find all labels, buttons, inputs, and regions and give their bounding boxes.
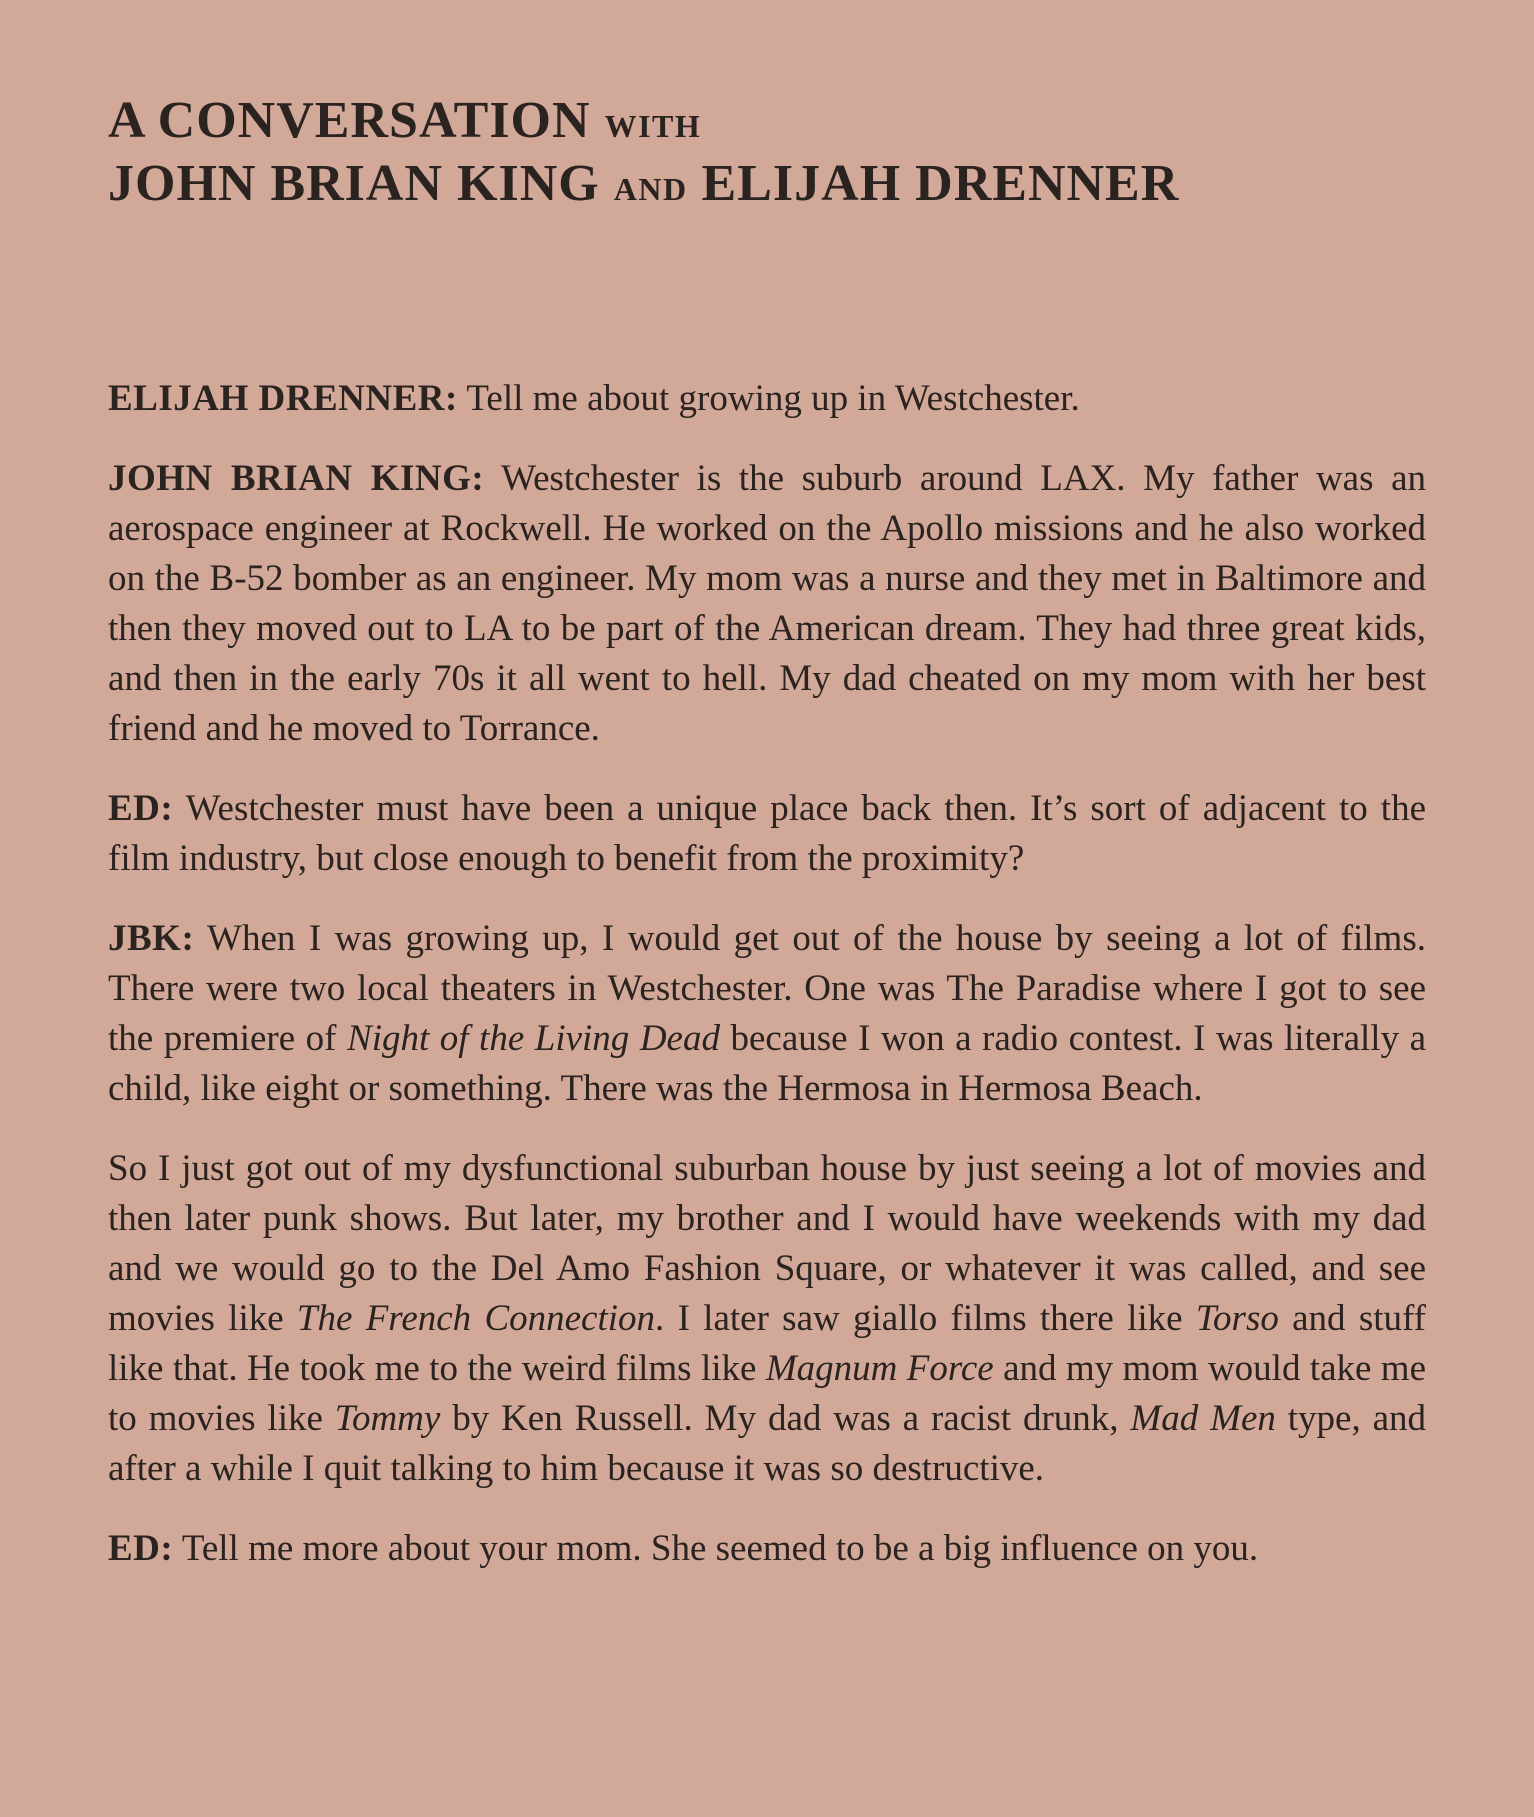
title-name-john: JOHN BRIAN KING: [108, 155, 600, 212]
film-title: Tommy: [334, 1398, 441, 1439]
speaker-label: ED:: [108, 788, 174, 829]
film-title: Night of the Living Dead: [347, 1018, 720, 1059]
page-title: [108, 92, 1426, 218]
paragraph-text: Tell me more about your mom. She seemed to be a big influence on you.: [173, 1528, 1259, 1569]
paragraph: [108, 454, 1426, 754]
paragraph: [108, 1144, 1426, 1494]
paragraph-text: So I just got out of my dysfunctional suburban house by just seeing a lot of movies and then later punk shows. But later, my brother and I would have weekends with my dad and we would go to the Del Amo Fashion Square, or whatever it was called, and see movies like: [108, 1148, 1426, 1339]
paragraph: [108, 1524, 1426, 1574]
title-with: WITH: [604, 108, 702, 144]
title-name-elijah: ELIJAH DRENNER: [701, 155, 1180, 212]
speaker-label: JBK:: [108, 918, 195, 959]
title-main: A CONVERSATION: [108, 92, 591, 149]
paragraph-text: because I won a radio contest. I was literally a child, like eight or something. There was the Hermosa in Hermosa Beach.: [108, 1018, 1426, 1109]
paragraph-text: Westchester must have been a unique place back then. It’s sort of adjacent to the film industry, but close enough to benefit from the proximity?: [108, 788, 1426, 879]
title-and: AND: [613, 171, 688, 207]
paragraph: [108, 914, 1426, 1114]
paragraph-text: type, and after a while I quit talking to him because it was so destructive.: [108, 1398, 1426, 1489]
speaker-label: ED:: [108, 1528, 174, 1569]
speaker-label: JOHN BRIAN KING:: [108, 458, 485, 499]
interview-body: [108, 374, 1426, 1604]
speaker-label: ELIJAH DRENNER:: [108, 378, 458, 419]
title-line-1: [108, 92, 1426, 155]
film-title: The French Connection: [296, 1298, 656, 1339]
film-title: Magnum Force: [765, 1348, 994, 1389]
film-title: Mad Men: [1130, 1398, 1276, 1439]
page: [108, 92, 1426, 218]
paragraph-text: . I later saw giallo films there like: [655, 1298, 1196, 1339]
title-line-2: [108, 155, 1426, 218]
paragraph: [108, 374, 1426, 424]
film-title: Torso: [1195, 1298, 1279, 1339]
paragraph-text: by Ken Russell. My dad was a racist drunk,: [440, 1398, 1131, 1439]
paragraph-text: Tell me about growing up in Westchester.: [457, 378, 1080, 419]
paragraph-text: Westchester is the suburb around LAX. My father was an aerospace engineer at Rockwell. He worked on the Apollo missions and he also worked on the B-52 bomber as an engineer. My mom was a nurse and they met in Baltimore and then they moved out to LA to be part of the American dream. They had three great kids, and then in the early 70s it all went to hell. My dad cheated on my mom with her best friend and he moved to Torrance.: [108, 458, 1426, 749]
paragraph-text: When I was growing up, I would get out of the house by seeing a lot of films. There were two local theaters in Westchester. One was The Paradise where I got to see the premiere of: [108, 918, 1426, 1059]
paragraph: [108, 784, 1426, 884]
paragraph-text: and stuff like that. He took me to the weird films like: [108, 1298, 1426, 1389]
paragraph-text: and my mom would take me to movies like: [108, 1348, 1427, 1439]
